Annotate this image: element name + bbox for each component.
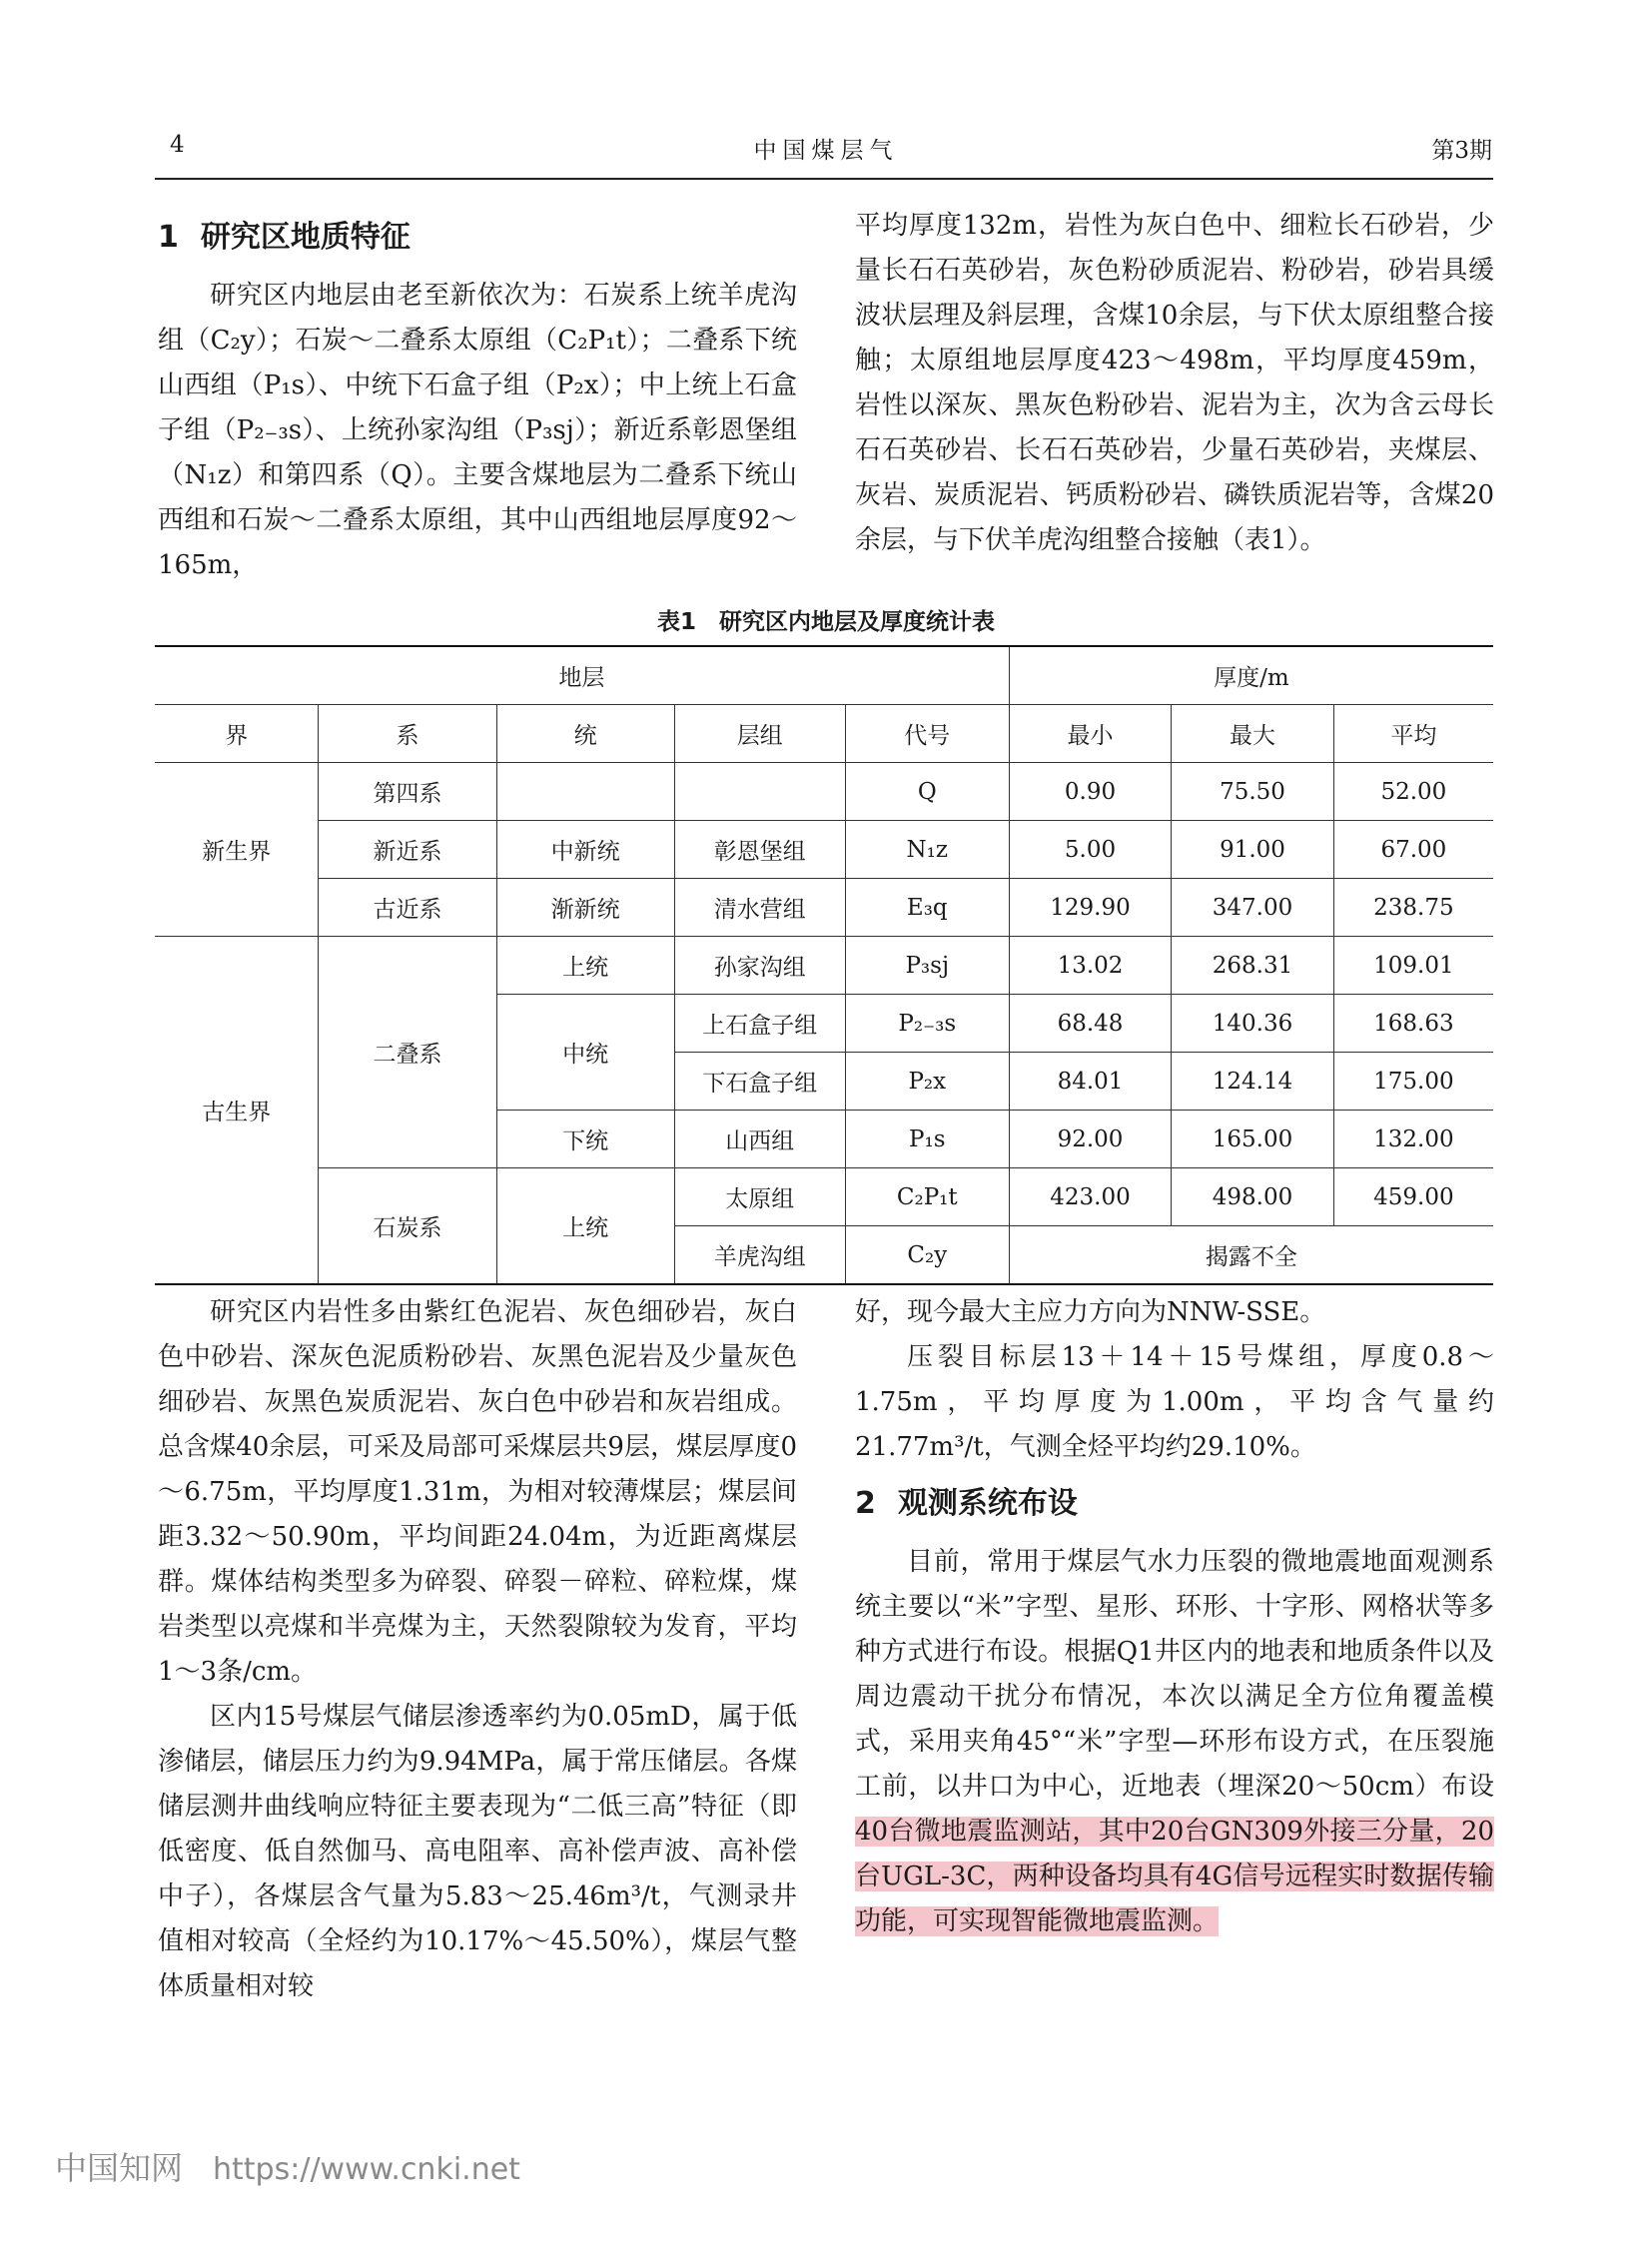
cnki-watermark [55,2143,520,2189]
min-cell: 0.90 [1009,763,1172,821]
min-cell: 5.00 [1009,821,1172,879]
era-cell: 新生界 [155,763,319,937]
col-header-system: 系 [319,705,496,763]
system-cell: 石炭系 [319,1168,496,1285]
series-cell: 中统 [496,995,674,1111]
code-cell: C₂y [845,1226,1009,1285]
thickness-note-cell: 揭露不全 [1009,1226,1493,1285]
avg-cell: 109.01 [1333,937,1493,995]
column-right-top [855,204,1494,563]
issue-number: 第3期 [1431,138,1492,164]
table-row [155,763,1493,821]
table-row [155,879,1493,937]
formation-cell: 孙家沟组 [674,937,845,995]
section-2-paragraph-1-text: 目前，常用于煤层气水力压裂的微地震地面观测系统主要以“米”字型、星形、环形、十字形、网格状等多种方式进行布设。根据Q1井区内的地表和地质条件以及周边震动干扰分布情况，本次以满足全方位角覆盖模式，采用夹角45°“米”字型—环形布设方式，在压裂施工前，以井口为中心，近地表（埋深20～50cm）布设 [855,1547,1494,1802]
formation-cell: 下石盒子组 [674,1053,845,1111]
header-rule [155,178,1493,180]
avg-cell: 459.00 [1333,1168,1493,1226]
journal-title: 中国煤层气 [753,138,899,164]
col-header-era: 界 [155,705,319,763]
code-cell: C₂P₁t [845,1168,1009,1226]
strata-group-header: 地层 [155,646,1009,705]
avg-cell: 175.00 [1333,1053,1493,1111]
section-1-title: 研究区地质特征 [200,220,411,255]
col-header-series: 统 [496,705,674,763]
formation-cell: 清水营组 [674,879,845,937]
formation-cell: 彰恩堡组 [674,821,845,879]
max-cell: 498.00 [1172,1168,1334,1226]
code-cell: P₂x [845,1053,1009,1111]
section-1-paragraph-4: 压裂目标层13＋14＋15号煤组，厚度0.8～1.75m，平均厚度为1.00m，平均含气量约21.77m³/t，气测全烃平均约29.10%。 [855,1342,1494,1462]
min-cell: 68.48 [1009,995,1172,1053]
page-number: 4 [170,132,185,158]
col-header-formation: 层组 [674,705,845,763]
series-cell: 渐新统 [496,879,674,937]
code-cell: N₁z [845,821,1009,879]
col-header-min: 最小 [1009,705,1172,763]
max-cell: 165.00 [1172,1111,1334,1168]
thickness-group-header: 厚度/m [1009,646,1493,705]
min-cell: 423.00 [1009,1168,1172,1226]
section-2-heading [855,1482,1494,1526]
table-column-header-row [155,705,1493,763]
max-cell: 75.50 [1172,763,1334,821]
table-row [155,1168,1493,1226]
era-cell: 古生界 [155,937,319,1285]
max-cell: 91.00 [1172,821,1334,879]
section-1-paragraph-1: 研究区内地层由老至新依次为：石炭系上统羊虎沟组（C₂y）；石炭～二叠系太原组（C₂P₁t）；二叠系下统山西组（P₁s）、中统下石盒子组（P₂x）；中上统上石盒子组（P₂₋₃s）、上统孙家沟组（P₃sj）；新近系彰恩堡组（N₁z）和第四系（Q）。主要含煤地层为二叠系下统山西组和石炭～二叠系太原组，其中山西组地层厚度92～165m， [158,281,797,580]
formation-cell: 羊虎沟组 [674,1226,845,1285]
strata-thickness-table [155,645,1493,1285]
min-cell: 92.00 [1009,1111,1172,1168]
code-cell: P₁s [845,1111,1009,1168]
min-cell: 84.01 [1009,1053,1172,1111]
table-row [155,937,1493,995]
avg-cell: 238.75 [1333,879,1493,937]
max-cell: 124.14 [1172,1053,1334,1111]
column-right-bottom [855,1290,1494,1944]
avg-cell: 132.00 [1333,1111,1493,1168]
column-left-bottom [158,1290,797,2009]
avg-cell: 67.00 [1333,821,1493,879]
system-cell: 二叠系 [319,937,496,1168]
section-1-paragraph-2: 研究区内岩性多由紫红色泥岩、灰色细砂岩，灰白色中砂岩、深灰色泥质粉砂岩、灰黑色泥岩及少量灰色细砂岩、灰黑色炭质泥岩、灰白色中砂岩和灰岩组成。总含煤40余层，可采及局部可采煤层共9层，煤层厚度0～6.75m，平均厚度1.31m，为相对较薄煤层；煤层间距3.32～50.90m，平均间距24.04m，为近距离煤层群。煤体结构类型多为碎裂、碎裂－碎粒、碎粒煤，煤岩类型以亮煤和半亮煤为主，天然裂隙较为发育，平均1～3条/cm。 [158,1297,797,1687]
max-cell: 347.00 [1172,879,1334,937]
system-cell: 第四系 [319,763,496,821]
system-cell: 新近系 [319,821,496,879]
formation-cell [674,763,845,821]
formation-cell: 上石盒子组 [674,995,845,1053]
table-1-caption: 表1 研究区内地层及厚度统计表 [656,609,995,635]
formation-cell: 太原组 [674,1168,845,1226]
col-header-avg: 平均 [1333,705,1493,763]
watermark-brand: 中国知网 [55,2149,184,2187]
section-1-paragraph-3-continued: 好，现今最大主应力方向为NNW-SSE。 [855,1297,1326,1327]
min-cell: 129.90 [1009,879,1172,937]
series-cell: 下统 [496,1111,674,1168]
table-group-header-row [155,646,1493,705]
section-1-paragraph-1-continued: 平均厚度132m，岩性为灰白色中、细粒长石砂岩，少量长石石英砂岩，灰色粉砂质泥岩、粉砂岩，砂岩具缓波状层理及斜层理，含煤10余层，与下伏太原组整合接触；太原组地层厚度423～498m，平均厚度459m，岩性以深灰、黑灰色粉砂岩、泥岩为主，次为含云母长石石英砂岩、长石石英砂岩，少量石英砂岩，夹煤层、灰岩、炭质泥岩、钙质粉砂岩、磷铁质泥岩等，含煤20余层，与下伏羊虎沟组整合接触（表1）。 [855,211,1494,555]
code-cell: P₃sj [845,937,1009,995]
column-left-top [158,204,797,588]
max-cell: 268.31 [1172,937,1334,995]
series-cell: 上统 [496,1168,674,1285]
section-2-paragraph-1 [855,1540,1494,1944]
system-cell: 古近系 [319,879,496,937]
min-cell: 13.02 [1009,937,1172,995]
section-2-number: 2 [855,1486,876,1521]
avg-cell: 52.00 [1333,763,1493,821]
section-1-heading [158,216,797,260]
code-cell: E₃q [845,879,1009,937]
formation-cell: 山西组 [674,1111,845,1168]
series-cell: 上统 [496,937,674,995]
col-header-max: 最大 [1172,705,1334,763]
highlighted-text: 40台微地震监测站，其中20台GN309外接三分量，20台UGL-3C，两种设备均具有4G信号远程实时数据传输功能，可实现智能微地震监测。 [855,1817,1494,1936]
table-row [155,821,1493,879]
max-cell: 140.36 [1172,995,1334,1053]
col-header-code: 代号 [845,705,1009,763]
section-1-number: 1 [158,220,179,255]
code-cell: P₂₋₃s [845,995,1009,1053]
series-cell: 中新统 [496,821,674,879]
section-1-paragraph-3: 区内15号煤层气储层渗透率约为0.05mD，属于低渗储层，储层压力约为9.94MPa，属于常压储层。各煤储层测井曲线响应特征主要表现为“二低三高”特征（即低密度、低自然伽马、高电阻率、高补偿声波、高补偿中子），各煤层含气量为5.83～25.46m³/t，气测录井值相对较高（全烃约为10.17%～45.50%），煤层气整体质量相对较 [158,1702,797,2001]
series-cell [496,763,674,821]
watermark-url: https://www.cnki.net [213,2152,520,2187]
avg-cell: 168.63 [1333,995,1493,1053]
code-cell: Q [845,763,1009,821]
section-2-title: 观测系统布设 [897,1486,1078,1521]
